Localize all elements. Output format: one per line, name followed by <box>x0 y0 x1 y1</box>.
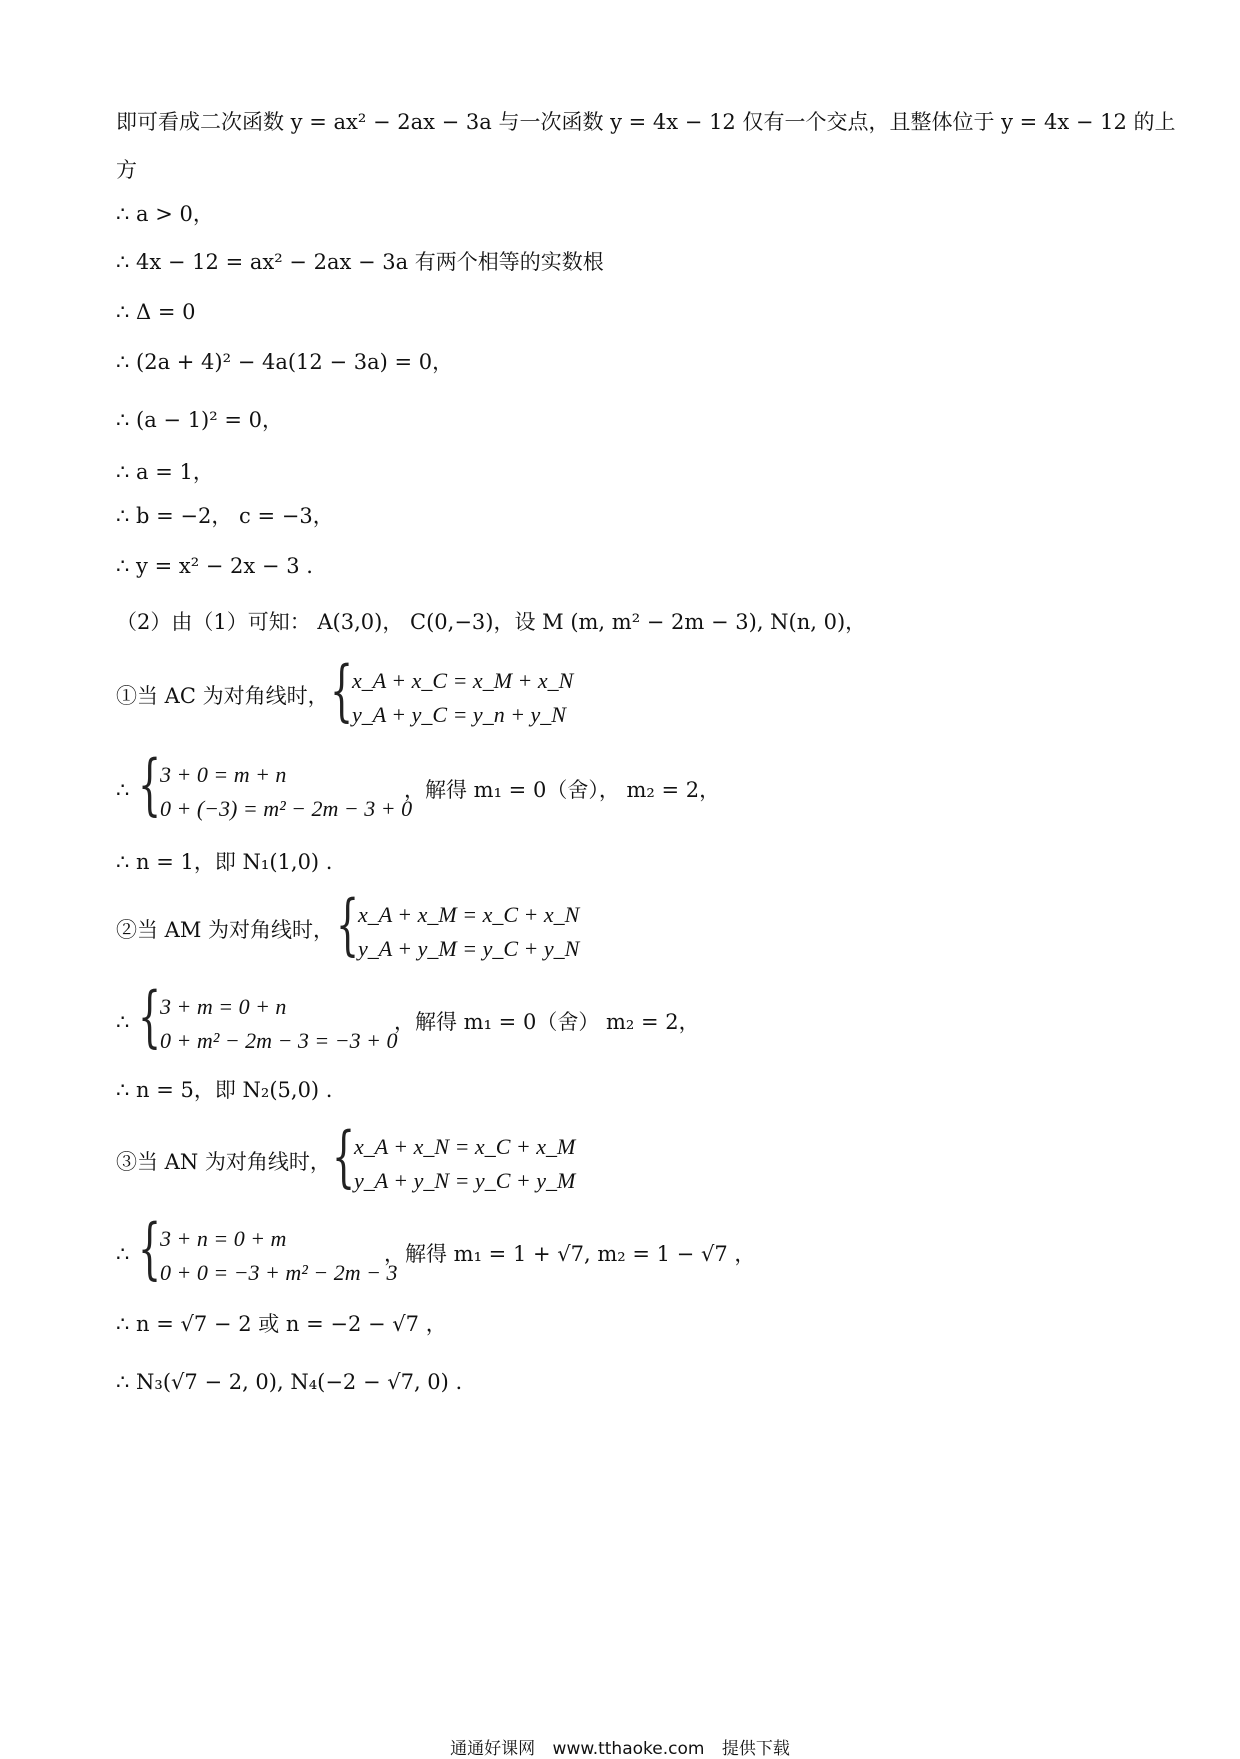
case3-intro: ③当 AN 为对角线时， <box>116 1150 331 1174</box>
case1-sub2: 0 + (−3) = m² − 2m − 3 + 0 <box>160 796 413 821</box>
case2-therefore: ∴ <box>116 1010 130 1034</box>
case1-intro: ①当 AC 为对角线时， <box>116 684 329 708</box>
text-line-7: ∴ a = 1， <box>116 460 214 484</box>
case2-sub1: 3 + m = 0 + n <box>160 994 287 1019</box>
case3-result2: ∴ N₃(√7 − 2, 0), N₄(−2 − √7, 0) . <box>116 1370 463 1394</box>
case3-sub2: 0 + 0 = −3 + m² − 2m − 3 <box>160 1260 398 1285</box>
text-line-6: ∴ (a − 1)² = 0， <box>116 408 283 432</box>
case3-eq1: x_A + x_N = x_C + x_M <box>354 1134 576 1159</box>
text-line-10: （2）由（1）可知： A(3,0)， C(0,−3)，设 M (m, m² − 2m − 3), N(n, 0)， <box>116 610 867 634</box>
case2-sub2: 0 + m² − 2m − 3 = −3 + 0 <box>160 1028 398 1053</box>
brace-icon: { <box>332 1118 356 1195</box>
brace-icon: { <box>138 746 162 823</box>
text-line-9: ∴ y = x² − 2x − 3 . <box>116 554 313 578</box>
case3-result1: ∴ n = √7 − 2 或 n = −2 − √7 ， <box>116 1312 447 1336</box>
brace-icon: { <box>330 652 354 729</box>
case3-therefore: ∴ <box>116 1242 130 1266</box>
brace-icon: { <box>336 886 360 963</box>
text-line-3: ∴ 4x − 12 = ax² − 2ax − 3a 有两个相等的实数根 <box>116 250 604 274</box>
case2-eq1: x_A + x_M = x_C + x_N <box>358 902 580 927</box>
footer-url[interactable]: www.tthaoke.com <box>552 1739 705 1759</box>
case2-intro: ②当 AM 为对角线时， <box>116 918 335 942</box>
footer-site-name: 通通好课网 <box>450 1739 536 1759</box>
case3-eq2: y_A + y_N = y_C + y_M <box>354 1168 576 1193</box>
footer-note: 提供下载 <box>721 1739 790 1759</box>
case2-eq2: y_A + y_M = y_C + y_N <box>358 936 580 961</box>
case1-sub1: 3 + 0 = m + n <box>160 762 287 787</box>
footer <box>0 1734 1240 1759</box>
case1-result: ∴ n = 1，即 N₁(1,0) . <box>116 850 333 874</box>
text-line-8: ∴ b = −2， c = −3， <box>116 504 334 528</box>
text-line-5: ∴ (2a + 4)² − 4a(12 − 3a) = 0， <box>116 350 454 374</box>
case1-solve: ，解得 m₁ = 0（舍）， m₂ = 2， <box>404 778 721 802</box>
case1-eq1: x_A + x_C = x_M + x_N <box>352 668 574 693</box>
case1-therefore: ∴ <box>116 778 130 802</box>
text-line-4: ∴ Δ = 0 <box>116 300 196 324</box>
case1-eq2: y_A + y_C = y_n + y_N <box>352 702 566 727</box>
case2-result: ∴ n = 5，即 N₂(5,0) . <box>116 1078 333 1102</box>
case2-solve: ，解得 m₁ = 0（舍） m₂ = 2， <box>394 1010 700 1034</box>
case3-solve: ，解得 m₁ = 1 + √7, m₂ = 1 − √7 ， <box>384 1242 756 1266</box>
case3-sub1: 3 + n = 0 + m <box>160 1226 287 1251</box>
brace-icon: { <box>138 978 162 1055</box>
text-line-1: 即可看成二次函数 y = ax² − 2ax − 3a 与一次函数 y = 4x − 12 仅有一个交点，且整体位于 y = 4x − 12 的上 <box>116 110 1176 134</box>
brace-icon: { <box>138 1210 162 1287</box>
text-line-2: ∴ a > 0， <box>116 202 214 226</box>
text-line-1b: 方 <box>116 158 137 182</box>
